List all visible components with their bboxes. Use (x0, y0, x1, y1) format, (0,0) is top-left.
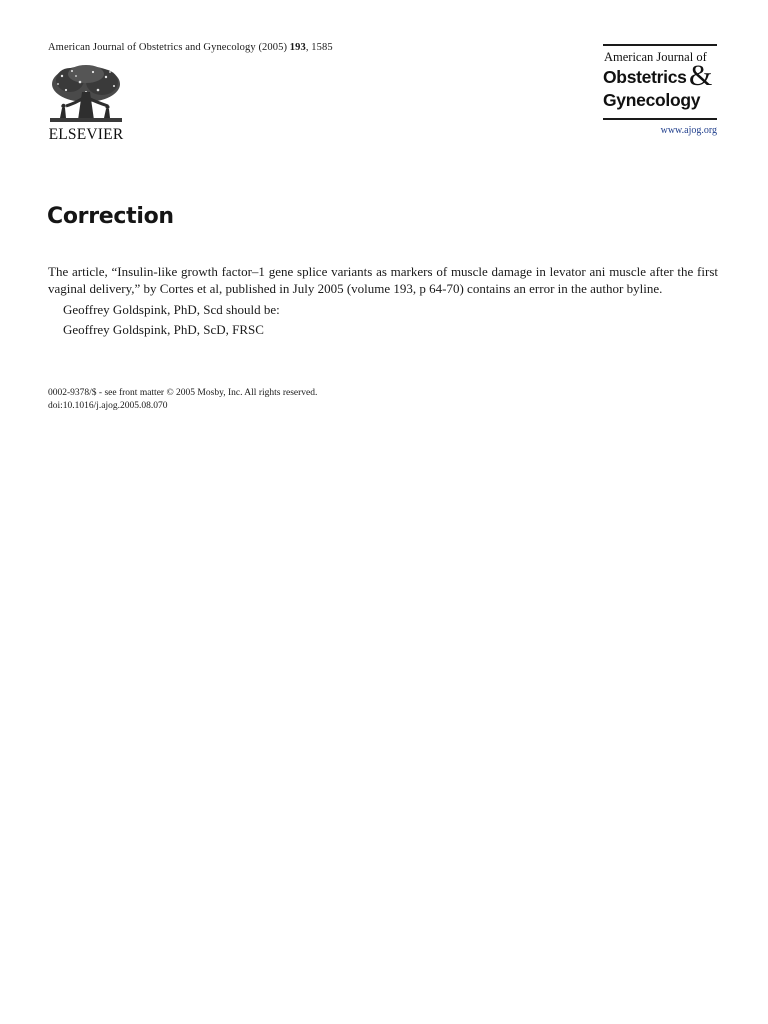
citation-volume: 193 (289, 42, 306, 53)
article-body (48, 263, 718, 338)
citation-page: , 1585 (305, 42, 333, 53)
body-paragraph: Geoffrey Goldspink, PhD, Scd should be: (63, 301, 280, 317)
article-footer (48, 387, 317, 413)
elsevier-wordmark: ELSEVIER (48, 126, 124, 143)
logo-rule-bottom (603, 118, 717, 120)
article-title: Correction (47, 204, 174, 229)
logo-rule-top (603, 44, 717, 46)
body-paragraph: Geoffrey Goldspink, PhD, ScD, FRSC (63, 322, 264, 337)
body-paragraph: The article, “Insulin-like growth factor–1 gene splice variants as markers of muscle damage in levator ani muscle after the first vaginal delivery,” by Cortes et al, published in July 2005 (volume 193, p 64-70) contains an error in the author byline. (48, 264, 718, 296)
elsevier-logo (48, 62, 124, 144)
journal-url-link[interactable]: www.ajog.org (660, 125, 717, 136)
running-citation (48, 42, 333, 53)
logo-line-obstetrics: Obstetrics (603, 67, 687, 87)
logo-line-american-journal: American Journal of (604, 50, 707, 64)
copyright-line: 0002-9378/$ - see front matter © 2005 Mosby, Inc. All rights reserved. (48, 388, 318, 398)
citation-journal: American Journal of Obstetrics and Gynecology (2005) (48, 42, 288, 53)
logo-ampersand: & (689, 59, 713, 92)
journal-logo (603, 44, 717, 120)
elsevier-tree-icon (48, 62, 124, 126)
doi-line[interactable]: doi:10.1016/j.ajog.2005.08.070 (48, 401, 168, 411)
logo-line-gynecology: Gynecology (603, 90, 701, 110)
